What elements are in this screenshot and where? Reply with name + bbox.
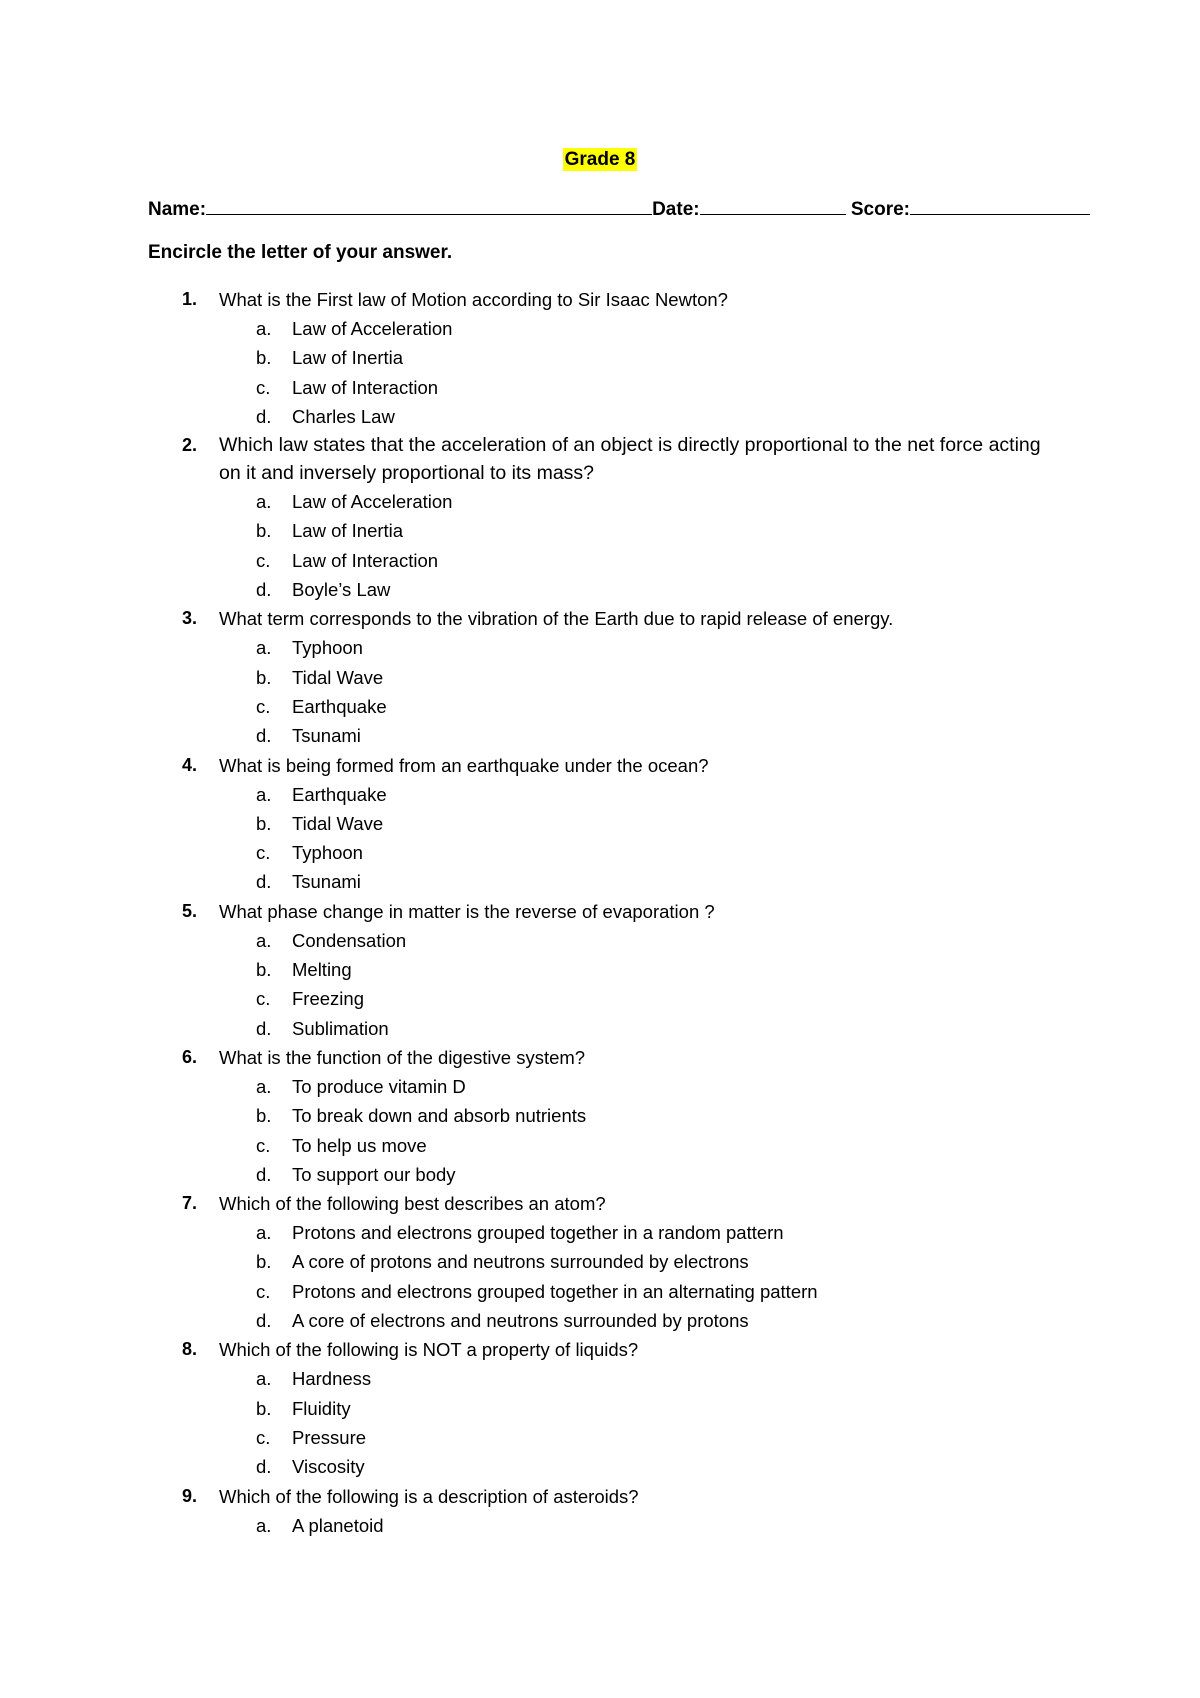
question-list <box>0 285 1200 1540</box>
question-number: 4. <box>182 754 198 775</box>
option-list <box>0 1511 1200 1540</box>
option-letter[interactable]: b. <box>256 1105 272 1127</box>
option-text: Protons and electrons grouped together in a random pattern <box>292 1222 784 1244</box>
answer-option[interactable] <box>0 1306 1200 1335</box>
answer-option[interactable] <box>0 955 1200 984</box>
name-blank[interactable] <box>206 196 652 215</box>
option-text: Pressure <box>292 1426 367 1448</box>
question-item <box>0 1482 1200 1540</box>
date-label: Date: <box>652 199 700 220</box>
answer-option[interactable] <box>0 721 1200 750</box>
option-text: Typhoon <box>292 637 363 659</box>
option-letter[interactable]: c. <box>256 376 271 398</box>
option-list <box>0 1218 1200 1335</box>
option-letter[interactable]: a. <box>256 637 272 659</box>
question-text: What is the function of the digestive system? <box>219 1046 586 1068</box>
answer-option[interactable] <box>0 1423 1200 1452</box>
option-list <box>0 1364 1200 1481</box>
student-info-line <box>148 196 1048 222</box>
option-text: Tidal Wave <box>292 666 384 688</box>
option-letter[interactable]: d. <box>256 1163 272 1185</box>
option-letter[interactable]: b. <box>256 1397 272 1419</box>
option-text: Viscosity <box>292 1456 365 1478</box>
answer-option[interactable] <box>0 867 1200 896</box>
question-number: 6. <box>182 1046 198 1067</box>
option-letter[interactable]: a. <box>256 1514 272 1536</box>
question-item <box>0 604 1200 750</box>
option-letter[interactable]: b. <box>256 1251 272 1273</box>
name-label: Name: <box>148 199 207 220</box>
option-list <box>0 926 1200 1043</box>
answer-option[interactable] <box>0 692 1200 721</box>
score-blank[interactable] <box>910 196 1090 215</box>
option-letter[interactable]: d. <box>256 405 272 427</box>
option-text: Condensation <box>292 929 407 951</box>
question-number: 7. <box>182 1193 198 1214</box>
option-text: To produce vitamin D <box>292 1075 466 1097</box>
option-list <box>0 314 1200 431</box>
option-letter[interactable]: b. <box>256 347 272 369</box>
option-text: Law of Acceleration <box>292 491 453 513</box>
option-text: Charles Law <box>292 405 395 427</box>
answer-option[interactable] <box>0 1364 1200 1393</box>
option-text: Tidal Wave <box>292 812 384 834</box>
option-list <box>0 487 1200 604</box>
question-item <box>0 751 1200 897</box>
page-title <box>0 148 1200 172</box>
option-text: Law of Inertia <box>292 347 404 369</box>
option-letter[interactable]: d. <box>256 725 272 747</box>
question-number: 1. <box>182 289 198 309</box>
answer-option[interactable] <box>0 373 1200 402</box>
answer-option[interactable] <box>0 1131 1200 1160</box>
option-letter[interactable]: b. <box>256 520 272 542</box>
answer-option[interactable] <box>0 663 1200 692</box>
option-letter[interactable]: c. <box>256 1426 271 1448</box>
option-text: To break down and absorb nutrients <box>292 1105 587 1127</box>
answer-option[interactable] <box>0 1160 1200 1189</box>
option-text: Typhoon <box>292 842 363 864</box>
option-list <box>0 1072 1200 1189</box>
option-list <box>0 633 1200 750</box>
question-number: 2. <box>182 435 198 456</box>
question-text: Which of the following is NOT a property of liquids? <box>219 1339 639 1361</box>
answer-option[interactable] <box>0 1277 1200 1306</box>
option-text: Earthquake <box>292 783 387 805</box>
answer-option[interactable] <box>0 343 1200 372</box>
answer-option[interactable] <box>0 1511 1200 1540</box>
answer-option[interactable] <box>0 1452 1200 1481</box>
question-number: 5. <box>182 900 198 921</box>
option-letter[interactable]: a. <box>256 1368 272 1390</box>
option-text: A planetoid <box>292 1514 384 1536</box>
option-letter[interactable]: b. <box>256 812 272 834</box>
option-text: Freezing <box>292 988 364 1010</box>
option-text: A core of protons and neutrons surrounded by electrons <box>292 1251 749 1273</box>
option-letter[interactable]: a. <box>256 1222 272 1244</box>
option-text: Tsunami <box>292 871 361 893</box>
instruction-text: Encircle the letter of your answer. <box>148 242 453 263</box>
option-text: Law of Inertia <box>292 520 404 542</box>
option-text: A core of electrons and neutrons surrounded by protons <box>292 1310 749 1332</box>
answer-option[interactable] <box>0 1394 1200 1423</box>
option-letter[interactable]: c. <box>256 842 271 864</box>
question-number: 3. <box>182 608 198 629</box>
question-text: What is being formed from an earthquake under the ocean? <box>219 754 709 776</box>
question-item <box>0 285 1200 431</box>
answer-option[interactable] <box>0 780 1200 809</box>
option-text: Fluidity <box>292 1397 351 1419</box>
answer-option[interactable] <box>0 575 1200 604</box>
option-letter[interactable]: d. <box>256 579 272 601</box>
question-text: Which of the following is a description of asteroids? <box>219 1485 639 1507</box>
option-letter[interactable]: d. <box>256 871 272 893</box>
question-text: Which law states that the acceleration of an object is directly proportional to the net force acting on it and inversely proportional to its mass? <box>219 434 1041 485</box>
option-letter[interactable]: b. <box>256 959 272 981</box>
answer-option[interactable] <box>0 1218 1200 1247</box>
question-text: What term corresponds to the vibration of the Earth due to rapid release of energy. <box>219 608 894 630</box>
answer-option[interactable] <box>0 402 1200 431</box>
answer-option[interactable] <box>0 516 1200 545</box>
option-letter[interactable]: d. <box>256 1456 272 1478</box>
question-item <box>0 1043 1200 1189</box>
date-blank[interactable] <box>700 196 846 215</box>
option-text: Boyle’s Law <box>292 579 391 601</box>
answer-option[interactable] <box>0 1072 1200 1101</box>
question-text: Which of the following best describes an atom? <box>219 1193 606 1215</box>
question-item <box>0 1335 1200 1481</box>
answer-option[interactable] <box>0 633 1200 662</box>
option-letter[interactable]: a. <box>256 783 272 805</box>
question-text: What phase change in matter is the reverse of evaporation ? <box>219 900 715 922</box>
answer-option[interactable] <box>0 314 1200 343</box>
answer-option[interactable] <box>0 838 1200 867</box>
answer-option[interactable] <box>0 1247 1200 1276</box>
question-item <box>0 431 1200 604</box>
option-list <box>0 780 1200 897</box>
option-letter[interactable]: a. <box>256 318 272 339</box>
option-text: Law of Interaction <box>292 549 439 571</box>
option-letter[interactable]: b. <box>256 666 272 688</box>
option-letter[interactable]: d. <box>256 1017 272 1039</box>
answer-option[interactable] <box>0 1014 1200 1043</box>
answer-option[interactable] <box>0 546 1200 575</box>
question-text: What is the First law of Motion according to Sir Isaac Newton? <box>219 289 728 310</box>
option-text: Protons and electrons grouped together in an alternating pattern <box>292 1280 818 1302</box>
option-text: Tsunami <box>292 725 361 747</box>
question-item <box>0 897 1200 1043</box>
question-number: 8. <box>182 1339 198 1360</box>
option-letter[interactable]: c. <box>256 549 271 571</box>
option-text: Hardness <box>292 1368 372 1390</box>
answer-option[interactable] <box>0 1101 1200 1130</box>
option-text: Law of Interaction <box>292 376 439 398</box>
answer-option[interactable] <box>0 809 1200 838</box>
option-letter[interactable]: a. <box>256 491 272 513</box>
option-text: Earthquake <box>292 695 387 717</box>
option-text: Sublimation <box>292 1017 389 1039</box>
option-letter[interactable]: c. <box>256 1280 271 1302</box>
option-letter[interactable]: c. <box>256 1134 271 1156</box>
option-letter[interactable]: c. <box>256 695 271 717</box>
option-text: To support our body <box>292 1163 456 1185</box>
question-item <box>0 1189 1200 1335</box>
score-label: Score: <box>850 199 911 220</box>
question-number: 9. <box>182 1485 198 1506</box>
option-letter[interactable]: c. <box>256 988 271 1010</box>
option-text: Melting <box>292 959 352 981</box>
option-letter[interactable]: d. <box>256 1310 272 1332</box>
answer-option[interactable] <box>0 984 1200 1013</box>
option-letter[interactable]: a. <box>256 929 272 951</box>
option-text: Law of Acceleration <box>292 318 453 339</box>
answer-option[interactable] <box>0 487 1200 516</box>
option-letter[interactable]: a. <box>256 1075 272 1097</box>
title-text: Grade 8 <box>564 149 636 170</box>
option-text: To help us move <box>292 1134 427 1156</box>
answer-option[interactable] <box>0 926 1200 955</box>
